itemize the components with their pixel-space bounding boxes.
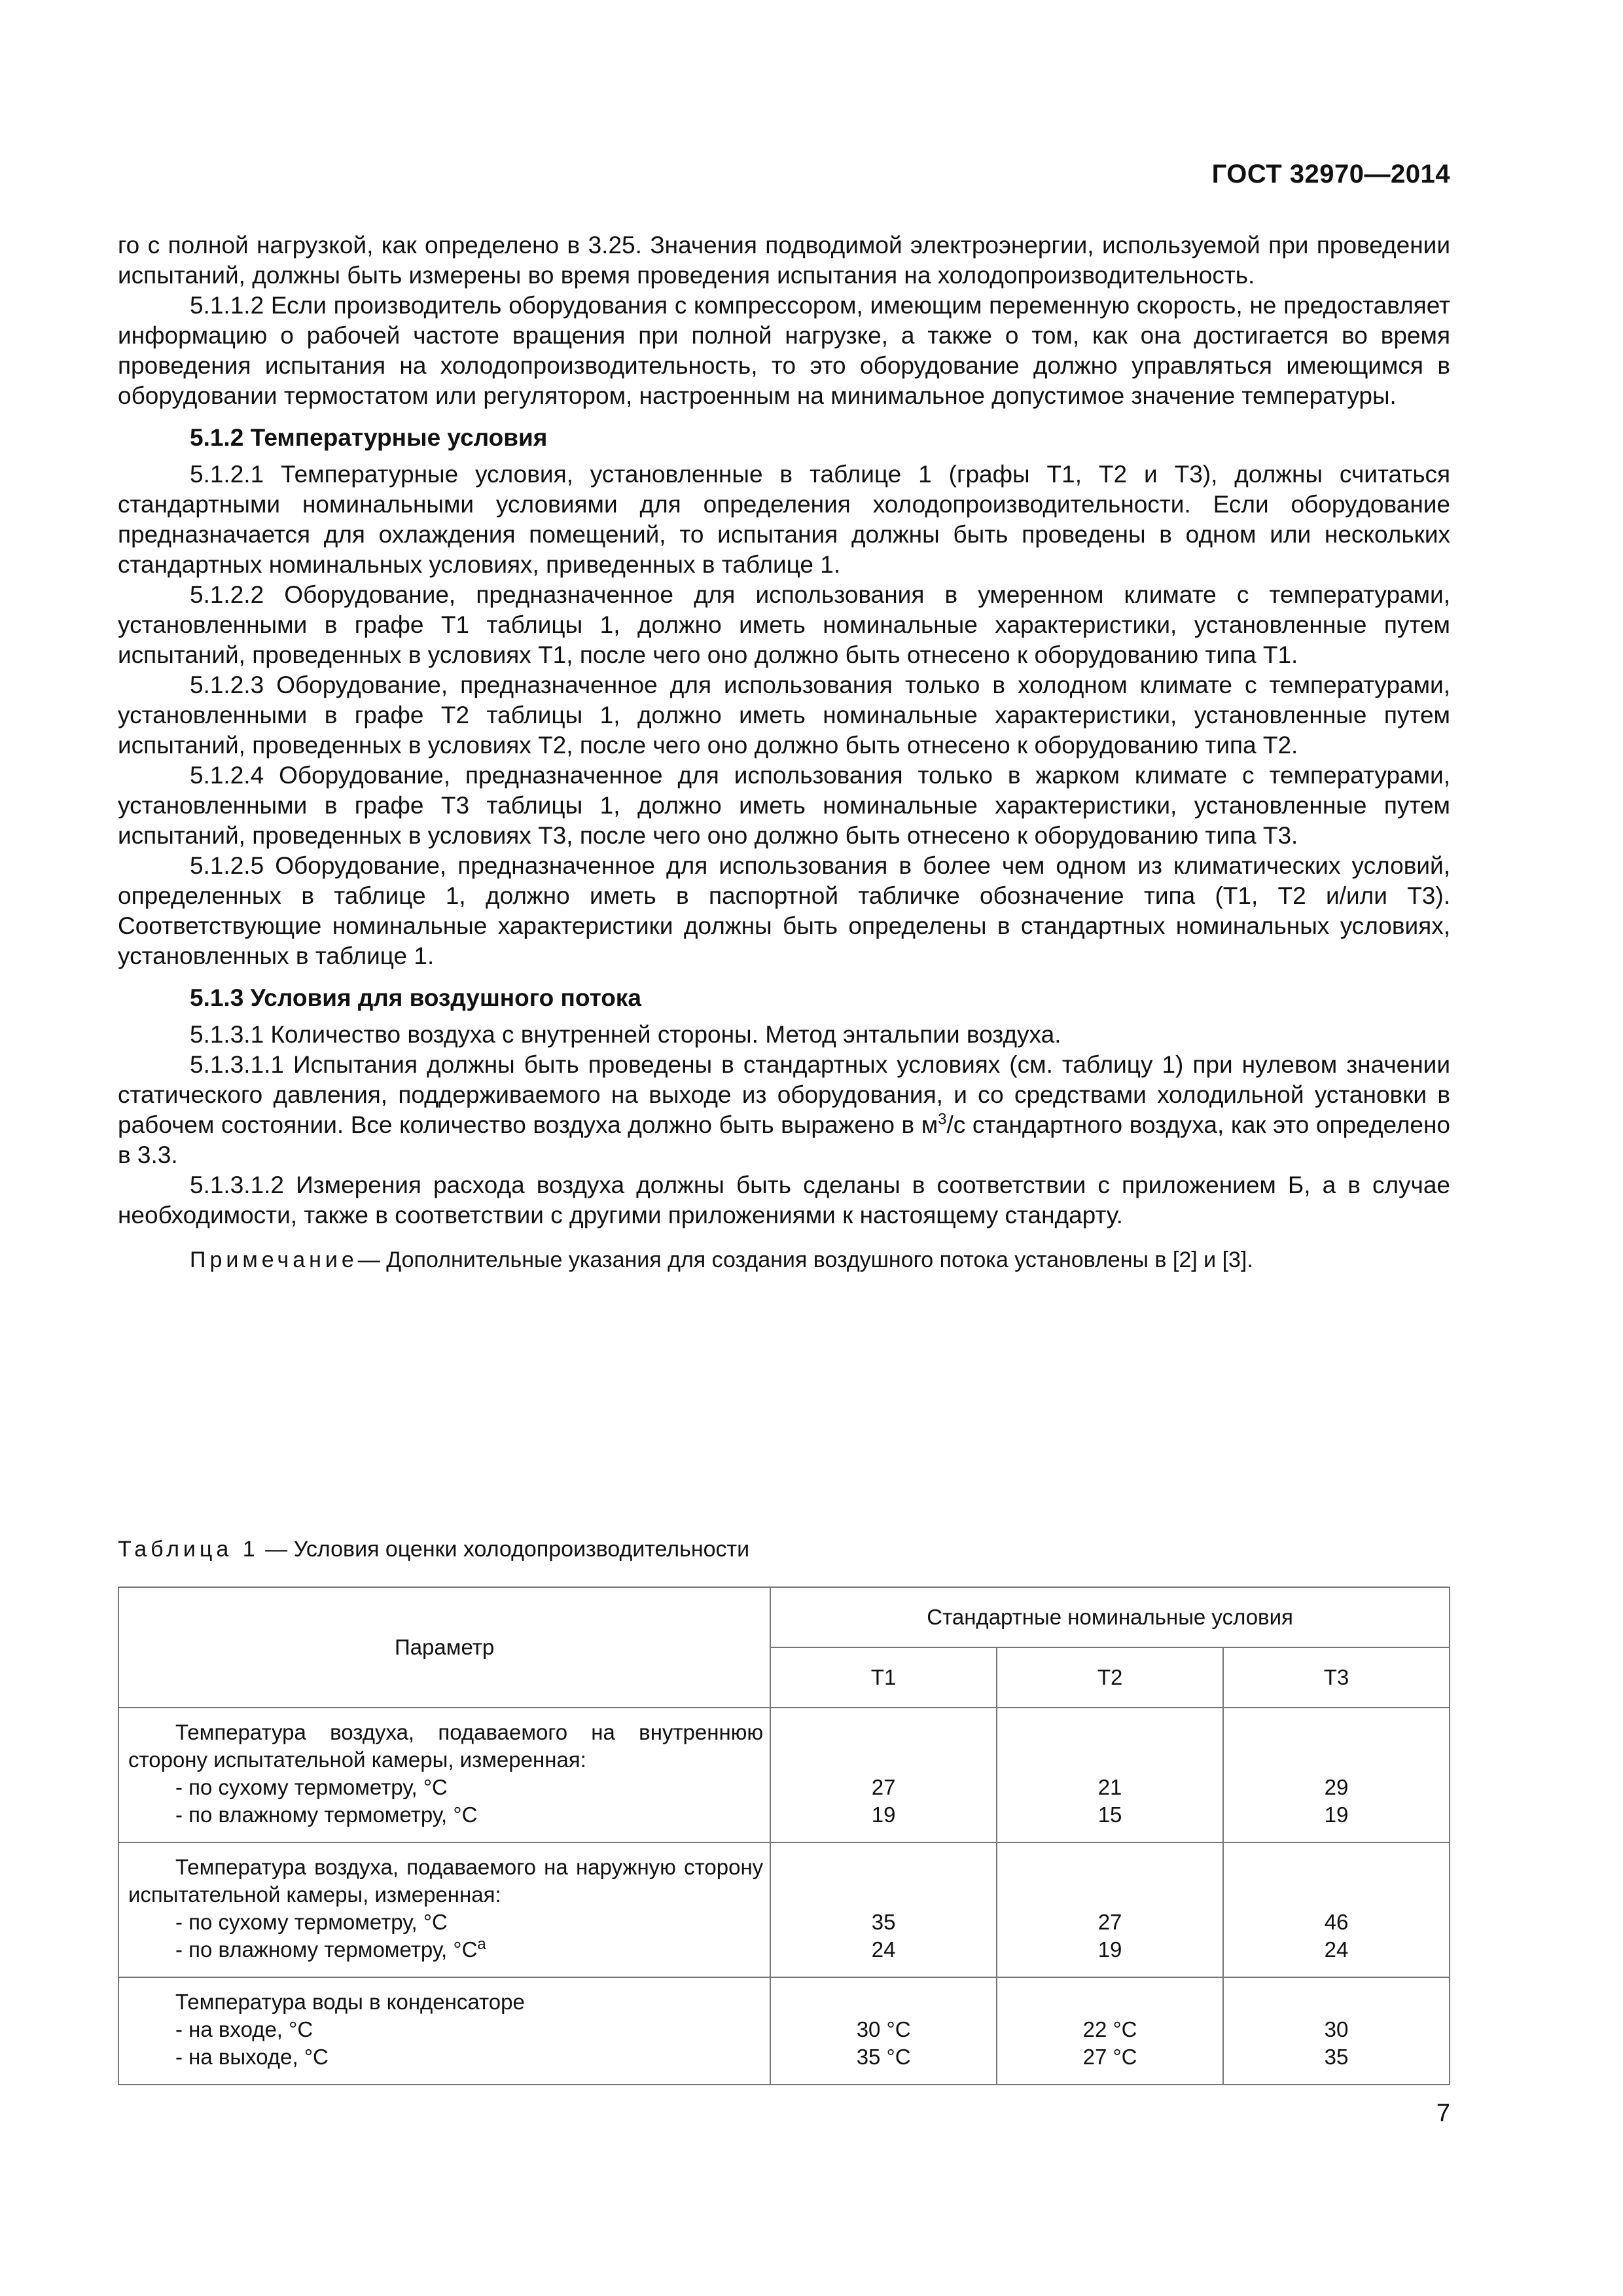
parameter-item <box>128 1936 763 1964</box>
parameter-item <box>128 1909 763 1936</box>
parameter-item-text: - по влажному термометру, °С <box>175 1803 478 1827</box>
body-text <box>118 230 1450 1275</box>
cell-spacer <box>998 1719 1222 1774</box>
parameter-description: Температура воды в конденсаторе <box>175 1990 525 2014</box>
paragraph-airflow-text-end: /с стандартного воздуха, как это определено в 3.3. <box>118 1111 1450 1168</box>
header-standard-conditions: Стандартные номинальные условия <box>770 1587 1450 1647</box>
superscript: 3 <box>938 1110 947 1128</box>
table-row <box>118 1842 1450 1977</box>
paragraph-airflow-text: 5.1.3.1.1 Испытания должны быть проведены в стандартных условиях (см. таблицу 1) при нулевом значении статического давления, поддерживаемого на выходе из оборудования, и со средствами холодильной установки в рабочем состоянии. Все количество воздуха должно быть выражено в м <box>118 1051 1450 1138</box>
value-cell-т2 <box>997 1842 1223 1977</box>
value: 19 <box>1097 1937 1122 1962</box>
cell-spacer <box>772 1854 995 1909</box>
value-cell-т1 <box>770 1977 997 2085</box>
cell-spacer <box>1224 1854 1448 1909</box>
parameter-description: Температура воздуха, подаваемого на внутреннюю сторону испытательной камеры, измеренная: <box>128 1720 764 1772</box>
note-label: Примечание <box>190 1247 358 1272</box>
paragraph-continuation: го с полной нагрузкой, как определено в 3.25. Значения подводимой электроэнергии, используемой при проведении испытаний, должны быть измерены во время проведения испытания на холодопроизводительность. <box>118 232 1450 289</box>
value-cell-т3 <box>1223 1842 1450 1977</box>
note-text: — Дополнительные указания для создания воздушного потока установлены в [2] и [3]. <box>357 1247 1253 1272</box>
table-caption-label: Таблица 1 <box>118 1537 259 1562</box>
parameter-cell <box>118 1842 770 1977</box>
value: 21 <box>1097 1775 1122 1799</box>
paragraph: 5.1.1.2 Если производитель оборудования с компрессором, имеющим переменную скорость, не предоставляет информацию о рабочей частоте вращения при полной нагрузке, а также о том, как она достигается во время проведения испытания на холодопроизводительность, то это оборудование должно управляться имеющимся в оборудовании термостатом или регулятором, настроенным на минимальное допустимое значение температуры. <box>118 292 1450 409</box>
value: 19 <box>1324 1803 1349 1827</box>
paragraph-list <box>118 230 1450 1050</box>
paragraph-measurement: 5.1.3.1.2 Измерения расхода воздуха должны быть сделаны в соответствии с приложением Б, а в случае необходимости, также в соответствии с другими приложениями к настоящему стандарту. <box>118 1172 1450 1229</box>
value-cell-т3 <box>1223 1708 1450 1842</box>
parameter-item-text: - по влажному термометру, °С <box>175 1937 478 1962</box>
value: 24 <box>1324 1937 1349 1962</box>
page-number: 7 <box>1436 2100 1450 2127</box>
parameter-description: Температура воздуха, подаваемого на наружную сторону испытательной камеры, измеренная: <box>128 1855 764 1907</box>
paragraph: 5.1.2.5 Оборудование, предназначенное для использования в более чем одном из климатических условий, определенных в таблице 1, должно иметь в паспортной табличке обозначение типа (Т1, Т2 и/или Т3). Соответствующие номинальные характеристики должны быть определены в стандартных номинальных условиях, установленных в таблице 1. <box>118 852 1450 969</box>
paragraph: 5.1.2.1 Температурные условия, установленные в таблице 1 (графы Т1, Т2 и Т3), должны считаться стандартными номинальными условиями для определения холодопроизводительности. Если оборудование предназначается для охлаждения помещений, то испытания должны быть проведены в одном или нескольких стандартных номинальных условиях, приведенных в таблице 1. <box>118 461 1450 578</box>
parameter-item <box>128 2016 763 2043</box>
header-t3: Т3 <box>1223 1647 1450 1708</box>
value-cell-т1 <box>770 1708 997 1842</box>
value-cell-т2 <box>997 1708 1223 1842</box>
paragraph: 5.1.2.4 Оборудование, предназначенное для использования только в жарком климате с температурами, установленными в графе Т3 таблицы 1, должно иметь номинальные характеристики, установленные путем испытаний, проведенных в условиях Т3, после чего оно должно быть отнесено к оборудованию типа Т3. <box>118 762 1450 849</box>
parameter-item-text: - на выходе, °С <box>175 2045 329 2069</box>
header-t1: Т1 <box>770 1647 997 1708</box>
header-parameter: Параметр <box>118 1587 770 1708</box>
paragraph: 5.1.3.1 Количество воздуха с внутренней стороны. Метод энтальпии воздуха. <box>190 1021 1061 1048</box>
cell-spacer <box>1224 1988 1448 2016</box>
footnote-marker: а <box>477 1935 486 1953</box>
value-cell-т3 <box>1223 1977 1450 2085</box>
paragraph-airflow <box>118 1050 1450 1170</box>
table-row <box>118 1977 1450 2085</box>
value: 22 °С <box>1082 2017 1137 2041</box>
value: 24 <box>871 1937 896 1962</box>
cell-spacer <box>1224 1719 1448 1774</box>
value: 27 <box>1097 1910 1122 1934</box>
standard-id-header: ГОСТ 32970—2014 <box>1211 160 1450 188</box>
table-caption-text: — Условия оценки холодопроизводительности <box>259 1537 750 1562</box>
paragraph: 5.1.2.3 Оборудование, предназначенное для использования только в холодном климате с температурами, установленными в графе Т2 таблицы 1, должно иметь номинальные характеристики, установленные путем испытаний, проведенных в условиях Т2, после чего оно должно быть отнесено к оборудованию типа Т2. <box>118 672 1450 759</box>
parameter-item-text: - на входе, °С <box>175 2017 313 2041</box>
section-title: 5.1.2 Температурные условия <box>190 424 548 451</box>
value-cell-т1 <box>770 1842 997 1977</box>
conditions-table <box>118 1587 1450 2085</box>
paragraph: 5.1.2.2 Оборудование, предназначенное для использования в умеренном климате с температурами, установленными в графе Т1 таблицы 1, должно иметь номинальные характеристики, установленные путем испытаний, проведенных в условиях Т1, после чего оно должно быть отнесено к оборудованию типа Т1. <box>118 581 1450 668</box>
section-title: 5.1.3 Условия для воздушного потока <box>190 984 641 1011</box>
cell-spacer <box>772 1719 995 1774</box>
table-row <box>118 1708 1450 1842</box>
value: 27 <box>871 1775 896 1799</box>
value: 35 <box>871 1910 896 1934</box>
cell-spacer <box>772 1988 995 2016</box>
value: 19 <box>871 1803 896 1827</box>
value: 35 °С <box>856 2045 911 2069</box>
header-t2: Т2 <box>997 1647 1223 1708</box>
value-cell-т2 <box>997 1977 1223 2085</box>
value: 46 <box>1324 1910 1349 1934</box>
value: 15 <box>1097 1803 1122 1827</box>
value: 30 <box>1324 2017 1349 2041</box>
parameter-item <box>128 1801 763 1829</box>
table-caption <box>118 1537 749 1562</box>
parameter-item <box>128 1774 763 1801</box>
cell-spacer <box>998 1988 1222 2016</box>
cell-spacer <box>998 1854 1222 1909</box>
parameter-cell <box>118 1708 770 1842</box>
value: 29 <box>1324 1775 1349 1799</box>
value: 27 °С <box>1082 2045 1137 2069</box>
parameter-cell <box>118 1977 770 2085</box>
value: 35 <box>1324 2045 1349 2069</box>
table-body <box>118 1708 1450 2085</box>
value: 30 °С <box>856 2017 911 2041</box>
parameter-item-text: - по сухому термометру, °С <box>175 1910 448 1934</box>
note <box>118 1245 1450 1275</box>
parameter-item <box>128 2043 763 2071</box>
parameter-item-text: - по сухому термометру, °С <box>175 1775 448 1799</box>
